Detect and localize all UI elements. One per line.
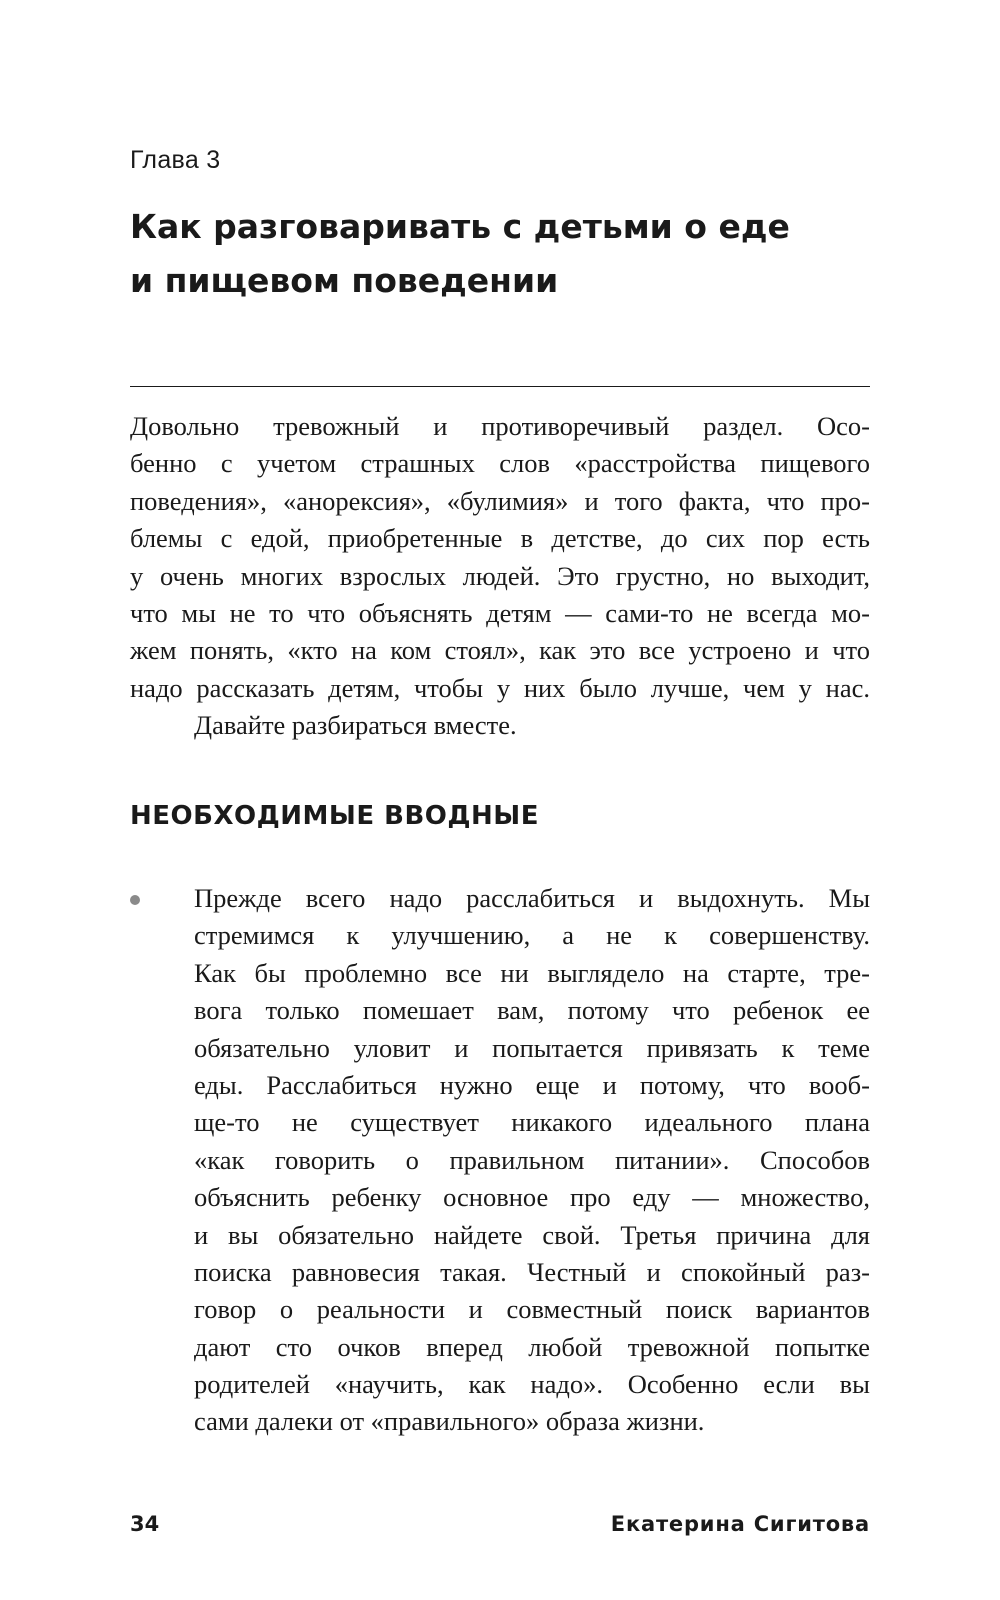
text-line: родителей «научить, как надо». Особенно если вы xyxy=(194,1369,870,1400)
text-line: и вы обязательно найдете свой. Третья причина для xyxy=(194,1219,870,1250)
text-line: «как говорить о правильном питании». Способов xyxy=(194,1144,870,1175)
text-line: обязательно уловит и попытается привязать к теме xyxy=(194,1032,870,1063)
text-line: ще-то не существует никакого идеального плана xyxy=(194,1107,870,1138)
intro-paragraph xyxy=(130,408,870,745)
text-line: вога только помешает вам, потому что ребенок ее xyxy=(194,995,870,1026)
text-line: у очень многих взрослых людей. Это грустно, но выходит, xyxy=(130,560,870,591)
chapter-label: Глава 3 xyxy=(130,146,221,174)
chapter-title-line: и пищевом поведении xyxy=(130,261,559,300)
chapter-title-line: Как разговаривать с детьми о еде xyxy=(130,207,790,246)
text-line: блемы с едой, приобретенные в детстве, до сих пор есть xyxy=(130,523,870,554)
text-line: дают сто очков вперед любой тревожной попытке xyxy=(194,1331,870,1362)
text-line: Довольно тревожный и противоречивый раздел. Осо- xyxy=(130,411,870,441)
text-line: еды. Расслабиться нужно еще и потому, что вооб- xyxy=(194,1069,870,1100)
text-line: поиска равновесия такая. Честный и спокойный раз- xyxy=(194,1256,870,1287)
horizontal-divider xyxy=(130,386,870,387)
text-line: стремимся к улучшению, а не к совершенству. xyxy=(194,920,870,951)
text-line: жем понять, «кто на ком стоял», как это все устроено и что xyxy=(130,635,870,666)
text-line: говор о реальности и совместный поиск вариантов xyxy=(194,1294,870,1325)
text-line: сами далеки от «правильного» образа жизни. xyxy=(194,1406,705,1437)
text-line: Как бы проблемно все ни выглядело на старте, тре- xyxy=(194,957,870,988)
bullet-text xyxy=(194,880,870,1441)
text-line: поведения», «анорексия», «булимия» и того факта, что про- xyxy=(130,485,870,516)
text-line: Давайте разбираться вместе. xyxy=(194,710,517,741)
page-number: 34 xyxy=(130,1512,160,1536)
text-line: объяснить ребенку основное про еду — множество, xyxy=(194,1182,870,1213)
bullet-icon xyxy=(130,895,140,905)
chapter-title xyxy=(130,200,870,308)
text-line: что мы не то что объяснять детям — сами-то не всегда мо- xyxy=(130,597,870,628)
text-line: Прежде всего надо расслабиться и выдохнуть. Мы xyxy=(194,883,870,913)
text-line: бенно с учетом страшных слов «расстройства пищевого xyxy=(130,448,870,479)
text-line: надо рассказать детям, чтобы у них было лучше, чем у нас. xyxy=(130,672,870,703)
running-footer-author: Екатерина Сигитова xyxy=(610,1512,870,1536)
section-heading: НЕОБХОДИМЫЕ ВВОДНЫЕ xyxy=(130,801,539,831)
